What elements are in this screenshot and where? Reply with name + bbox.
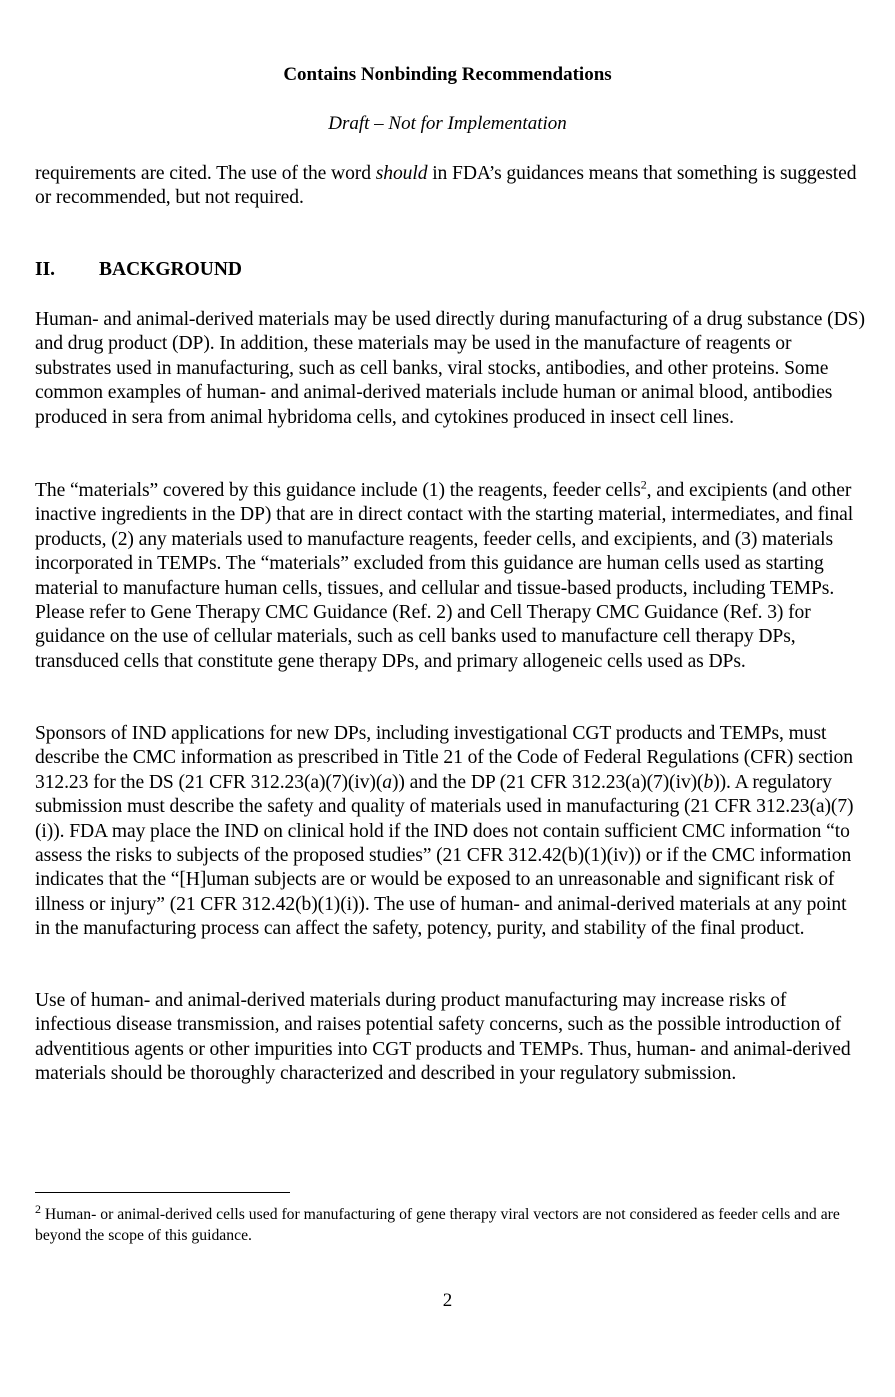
footnote-reference[interactable]: 2	[640, 477, 647, 492]
footnote-text: Human- or animal-derived cells used for manufacturing of gene therapy viral vectors are not considered as feeder cells and are beyond the scope of this guidance.	[35, 1206, 840, 1244]
footnote	[35, 1201, 865, 1246]
p1-text-b: in FDA’s guidances means that something is suggested or recommended, but not required.	[35, 163, 857, 209]
paragraph-materials-covered	[35, 479, 865, 674]
header-subtitle: Draft – Not for Implementation	[328, 113, 567, 134]
paragraph-requirements	[35, 162, 865, 211]
p4-text-c: )). A regulatory submission must describe the safety and quality of materials used in manufacturing (21 CFR 312.23(a)(7)(i)). FDA may place the IND on clinical hold if the IND does not contain sufficient CMC information “to assess the risks to subjects of the proposed studies” (21 CFR 312.42(b)(1)(iv)) or if the CMC information indicates that the “[H]uman subjects are or would be exposed to an unreasonable and significant risk of illness or injury” (21 CFR 312.42(b)(1)(i)). The use of human- and animal-derived materials at any point in the manufacturing process can affect the safety, potency, purity, and stability of the final product.	[35, 771, 854, 940]
section-number: II.	[35, 259, 56, 280]
section-title: BACKGROUND	[99, 259, 243, 280]
p4-emphasis-a: a	[382, 771, 392, 793]
p1-emphasis-should: should	[375, 163, 428, 184]
p4-text-b: )) and the DP (21 CFR 312.23(a)(7)(iv)(	[391, 771, 704, 793]
p4-emphasis-b: b	[703, 771, 714, 793]
section-heading	[35, 259, 242, 281]
p3-text-b: , and excipients (and other inactive ingredients in the DP) that are in direct contact with the starting material, intermediates, and final products, (2) any materials used to manufacture reagents, feeder cells, and excipients, and (3) materials incorporated in TEMPs. The “materials” excluded from this guidance are human cells used as starting material to manufacture human cells, tissues, and cellular and tissue-based products, including TEMPs. Please refer to Gene Therapy CMC Guidance (Ref. 2) and Cell Therapy CMC Guidance (Ref. 3) for guidance on the use of cellular materials, such as cell banks used to manufacture cell therapy DPs, transduced cells that constitute gene therapy DPs, and primary allogeneic cells used as DPs.	[35, 480, 854, 672]
paragraph-materials-usage: Human- and animal-derived materials may be used directly during manufacturing of a drug substance (DS) and drug product (DP). In addition, these materials may be used in the manufacture of reagents or substrates used in manufacturing, such as cell banks, viral stocks, antibodies, and other proteins. Some common examples of human- and animal-derived materials include human or animal blood, antibodies produced in sera from animal hybridoma cells, and cytokines produced in insect cell lines.	[35, 309, 865, 428]
p3-text-a: The “materials” covered by this guidance include (1) the reagents, feeder cells	[35, 480, 641, 501]
p1-text-a: requirements are cited. The use of the word	[35, 163, 376, 184]
p4-text-a: Sponsors of IND applications for new DPs, including investigational CGT products and TEMPs, must describe the CMC information as prescribed in Title 21 of the Code of Federal Regulations (CFR) section 312.23 for the DS (21 CFR 312.23(a)(7)(iv)(	[35, 723, 853, 793]
paragraph-risks: Use of human- and animal-derived materials during product manufacturing may increase risks of infectious disease transmission, and raises potential safety concerns, such as the possible introduction of adventitious agents or other impurities into CGT products and TEMPs. Thus, human- and animal-derived materials should be thoroughly characterized and described in your regulatory submission.	[35, 990, 851, 1085]
header-title: Contains Nonbinding Recommendations	[283, 64, 612, 85]
footnote-divider	[35, 1192, 290, 1193]
footnote-marker: 2	[35, 1201, 41, 1216]
paragraph-ind-applications	[35, 722, 865, 942]
page-number: 2	[442, 1290, 453, 1311]
